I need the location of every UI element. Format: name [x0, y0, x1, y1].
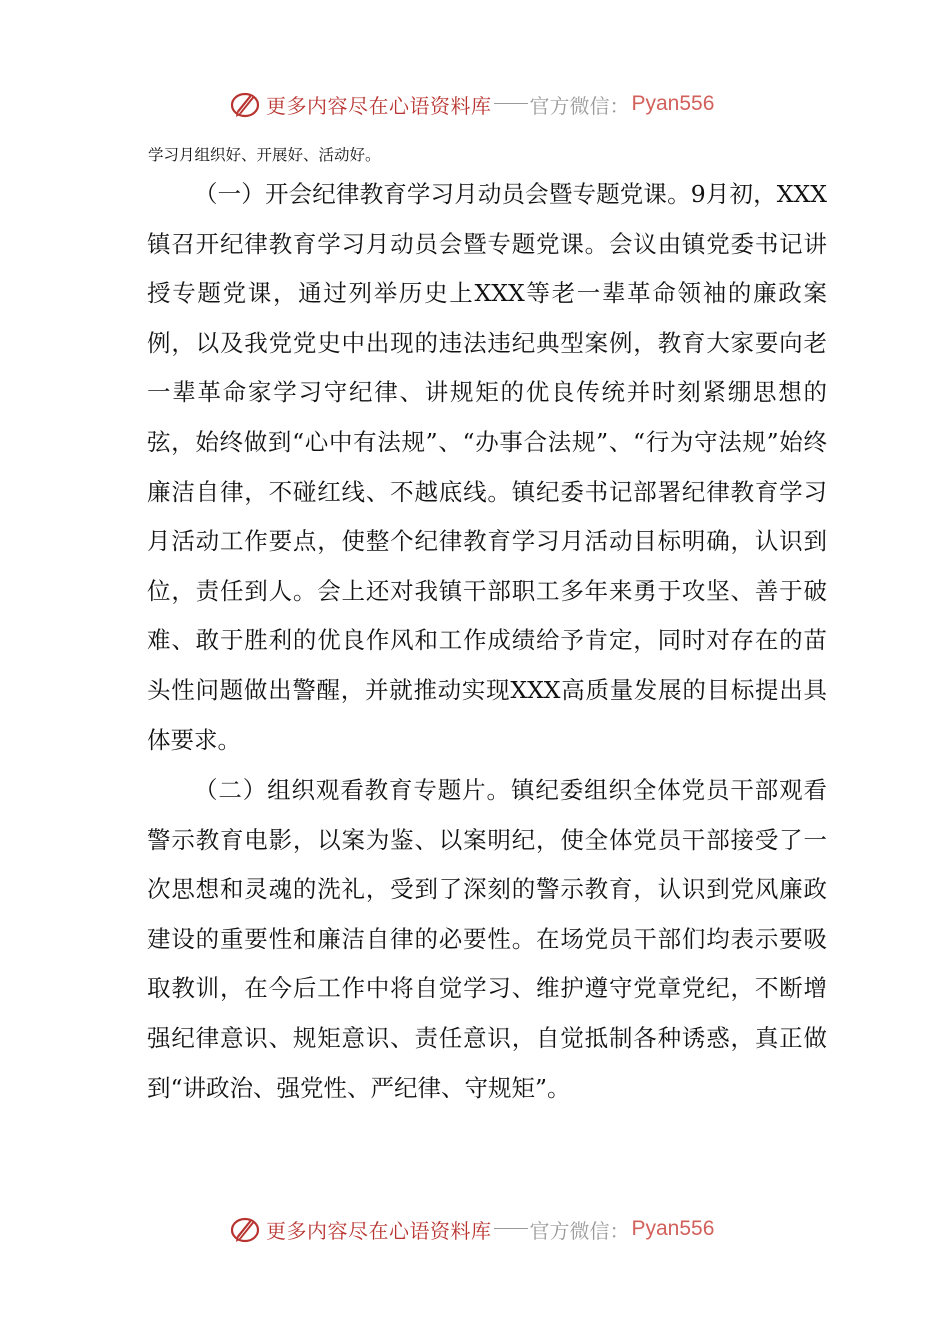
- brand-text: 更多内容尽在心语资料库: [266, 1218, 492, 1243]
- wechat-id: Pyan556: [631, 1217, 715, 1240]
- banner-divider: [494, 103, 528, 104]
- pen-nib-logo-icon: [228, 1212, 262, 1246]
- footer-banner: [228, 1209, 748, 1249]
- banner-divider: [494, 1228, 528, 1229]
- brand-text: 更多内容尽在心语资料库: [266, 93, 492, 118]
- pen-nib-logo-icon: [228, 87, 262, 121]
- official-wechat-label: 官方微信：: [529, 93, 630, 118]
- header-banner: [228, 84, 748, 124]
- official-wechat-label: 官方微信：: [529, 1218, 630, 1243]
- paragraph-film: （二）组织观看教育专题片。镇纪委组织全体党员干部观看警示教育电影，以案为鉴、以案明纪，使全体党员干部接受了一次思想和灵魂的洗礼，受到了深刻的警示教育，认识到党风廉政建设的重要性和廉洁自律的必要性。在场党员干部们均表示要吸取教训，在今后工作中将自觉学习、维护遵守党章党纪，不断增强纪律意识、规矩意识、责任意识，自觉抵制各种诱惑，真正做到“讲政治、强党性、严纪律、守规矩”。: [147, 776, 827, 1102]
- paragraph-meeting: （一）开会纪律教育学习月动员会暨专题党课。9月初，XXX镇召开纪律教育学习月动员会暨专题党课。会议由镇党委书记讲授专题党课，通过列举历史上XXX等老一辈革命领袖的廉政案例，以及我党党史中出现的违法违纪典型案例，教育大家要向老一辈革命家学习守纪律、讲规矩的优良传统并时刻紧绷思想的弦，始终做到“心中有法规”、“办事合法规”、“行为守法规”始终廉洁自律，不碰红线、不越底线。镇纪委书记部署纪律教育学习月活动工作要点，使整个纪律教育学习月活动目标明确，认识到位，责任到人。会上还对我镇干部职工多年来勇于攻坚、善于破难、敢于胜利的优良作风和工作成绩给予肯定，同时对存在的苗头性问题做出警醒，并就推动实现XXX高质量发展的目标提出具体要求。: [147, 180, 827, 754]
- continuation-line: 学习月组织好、开展好、活动好。: [148, 146, 381, 164]
- wechat-id: Pyan556: [631, 92, 715, 115]
